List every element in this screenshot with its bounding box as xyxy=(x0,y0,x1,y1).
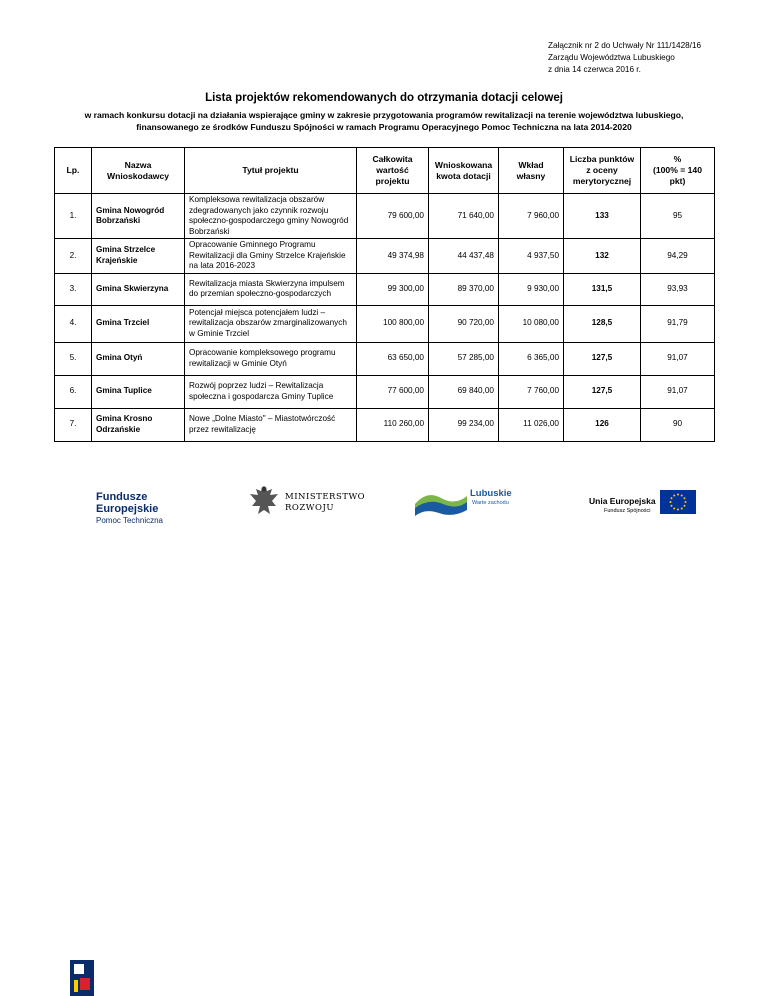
cell-total: 63 650,00 xyxy=(357,342,429,375)
eu-star-icon xyxy=(681,495,683,497)
cell-pct: 94,29 xyxy=(641,239,715,274)
cell-lp: 6. xyxy=(55,375,92,408)
cell-total: 77 600,00 xyxy=(357,375,429,408)
cell-points: 127,5 xyxy=(564,375,641,408)
cell-project-title: Nowe „Dolne Miasto" – Miastotwórczość przez rewitalizację xyxy=(185,408,357,441)
table-row xyxy=(55,273,715,305)
cell-project-title: Potencjał miejsca potencjałem ludzi – rewitalizacja obszarów zmarginalizowanych w Gminie Trzciel xyxy=(185,305,357,342)
cell-points: 128,5 xyxy=(564,305,641,342)
cell-requested: 71 640,00 xyxy=(429,194,499,239)
cell-points: 127,5 xyxy=(564,342,641,375)
table-row xyxy=(55,194,715,239)
eu-star-icon xyxy=(673,508,675,510)
cell-lp: 1. xyxy=(55,194,92,239)
eu-star-icon xyxy=(671,497,673,499)
cell-applicant: Gmina Tuplice xyxy=(92,375,185,408)
cell-total: 100 800,00 xyxy=(357,305,429,342)
cell-lp: 2. xyxy=(55,239,92,274)
col-points: Liczba punktów z oceny merytorycznej xyxy=(564,148,641,194)
ministry-text xyxy=(285,492,365,514)
cell-own: 9 930,00 xyxy=(499,273,564,305)
col-own: Wkład własny xyxy=(499,148,564,194)
cell-applicant: Gmina Otyń xyxy=(92,342,185,375)
cell-requested: 69 840,00 xyxy=(429,375,499,408)
col-title: Tytuł projektu xyxy=(185,148,357,194)
table-row xyxy=(55,375,715,408)
cell-own: 11 026,00 xyxy=(499,408,564,441)
cell-own: 10 080,00 xyxy=(499,305,564,342)
eagle-emblem-icon xyxy=(248,484,280,520)
cell-own: 6 365,00 xyxy=(499,342,564,375)
table-row xyxy=(55,408,715,441)
col-pct xyxy=(641,148,715,194)
cell-points: 132 xyxy=(564,239,641,274)
lubuskie-sub: Warte zachodu xyxy=(472,500,509,506)
cell-requested: 90 720,00 xyxy=(429,305,499,342)
eu-star-icon xyxy=(684,505,686,507)
cell-lp: 4. xyxy=(55,305,92,342)
table-row xyxy=(55,342,715,375)
col-lp: Lp. xyxy=(55,148,92,194)
cell-lp: 3. xyxy=(55,273,92,305)
cell-total: 99 300,00 xyxy=(357,273,429,305)
cell-total: 79 600,00 xyxy=(357,194,429,239)
ue-text: Unia Europejska xyxy=(589,496,656,506)
fundusze-europejskie-logo xyxy=(70,960,94,996)
cell-project-title: Rozwój poprzez ludzi – Rewitalizacja społeczna i gospodarcza Gminy Tuplice xyxy=(185,375,357,408)
table-row xyxy=(55,305,715,342)
cell-pct: 91,07 xyxy=(641,342,715,375)
fe-text xyxy=(96,491,163,527)
col-requested: Wnioskowana kwota dotacji xyxy=(429,148,499,194)
projects-table xyxy=(54,147,715,442)
cell-pct: 93,93 xyxy=(641,273,715,305)
eu-star-icon xyxy=(677,509,679,511)
cell-project-title: Opracowanie kompleksowego programu rewitalizacji w Gminie Otyń xyxy=(185,342,357,375)
cell-pct: 91,07 xyxy=(641,375,715,408)
cell-points: 131,5 xyxy=(564,273,641,305)
ue-sub: Fundusz Spójności xyxy=(604,508,651,514)
cell-own: 4 937,50 xyxy=(499,239,564,274)
ministry-line2: ROZWOJU xyxy=(285,503,335,513)
eu-star-icon xyxy=(681,508,683,510)
cell-applicant: Gmina Trzciel xyxy=(92,305,185,342)
cell-applicant: Gmina Krosno Odrzańskie xyxy=(92,408,185,441)
cell-project-title: Opracowanie Gminnego Programu Rewitalizacji dla Gminy Strzelce Krajeńskie na lata 2016-2023 xyxy=(185,239,357,274)
fe-line2: Europejskie xyxy=(96,503,159,515)
cell-points: 126 xyxy=(564,408,641,441)
cell-pct: 90 xyxy=(641,408,715,441)
fe-line3: Pomoc Techniczna xyxy=(96,516,163,525)
ref-line: z dnia 14 czerwca 2016 r. xyxy=(548,65,641,74)
col-pct-label: % xyxy=(673,154,682,164)
ref-line: Zarządu Województwa Lubuskiego xyxy=(548,53,675,62)
eu-star-icon xyxy=(685,501,687,503)
cell-pct: 95 xyxy=(641,194,715,239)
eu-star-icon xyxy=(671,505,673,507)
eu-star-icon xyxy=(684,497,686,499)
eu-star-icon xyxy=(670,501,672,503)
table-header-row xyxy=(55,148,715,194)
table-row xyxy=(55,239,715,274)
cell-applicant: Gmina Skwierzyna xyxy=(92,273,185,305)
cell-total: 49 374,98 xyxy=(357,239,429,274)
cell-total: 110 260,00 xyxy=(357,408,429,441)
cell-applicant: Gmina Nowogród Bobrzański xyxy=(92,194,185,239)
col-pct-note: (100% = 140 pkt) xyxy=(653,165,702,186)
subtitle-line: w ramach konkursu dotacji na działania wspierające gminy w zakresie przygotowania programów rewitalizacji na terenie województwa lubuskiego, xyxy=(84,110,684,120)
cell-requested: 44 437,48 xyxy=(429,239,499,274)
cell-project-title: Rewitalizacja miasta Skwierzyna impulsem do przemian społeczno-gospodarczych xyxy=(185,273,357,305)
eu-flag-icon xyxy=(660,490,696,514)
cell-lp: 7. xyxy=(55,408,92,441)
ministry-line1: MINISTERSTWO xyxy=(285,492,366,502)
lubuskie-text: Lubuskie xyxy=(470,488,512,499)
cell-points: 133 xyxy=(564,194,641,239)
eu-star-icon xyxy=(677,494,679,496)
cell-pct: 91,79 xyxy=(641,305,715,342)
attachment-reference xyxy=(548,40,701,76)
cell-lp: 5. xyxy=(55,342,92,375)
cell-applicant: Gmina Strzelce Krajeńskie xyxy=(92,239,185,274)
col-name: Nazwa Wnioskodawcy xyxy=(92,148,185,194)
subtitle-line: finansowanego ze środków Funduszu Spójności w ramach Programu Operacyjnego Pomoc Techniczna na lata 2014-2020 xyxy=(136,122,632,132)
fe-line1: Fundusze xyxy=(96,491,148,503)
cell-requested: 57 285,00 xyxy=(429,342,499,375)
page-subtitle xyxy=(0,109,768,133)
ref-line: Załącznik nr 2 do Uchwały Nr 111/1428/16 xyxy=(548,41,702,50)
cell-own: 7 760,00 xyxy=(499,375,564,408)
lubuskie-logo xyxy=(413,486,469,518)
cell-own: 7 960,00 xyxy=(499,194,564,239)
col-total: Całkowita wartość projektu xyxy=(357,148,429,194)
cell-requested: 99 234,00 xyxy=(429,408,499,441)
cell-requested: 89 370,00 xyxy=(429,273,499,305)
page-title: Lista projektów rekomendowanych do otrzymania dotacji celowej xyxy=(205,92,563,104)
cell-project-title: Kompleksowa rewitalizacja obszarów zdegradowanych jako czynnik rozwoju społeczno-gospodarczego gminy Nowogród Bobrzański xyxy=(185,194,357,239)
eu-star-icon xyxy=(673,495,675,497)
